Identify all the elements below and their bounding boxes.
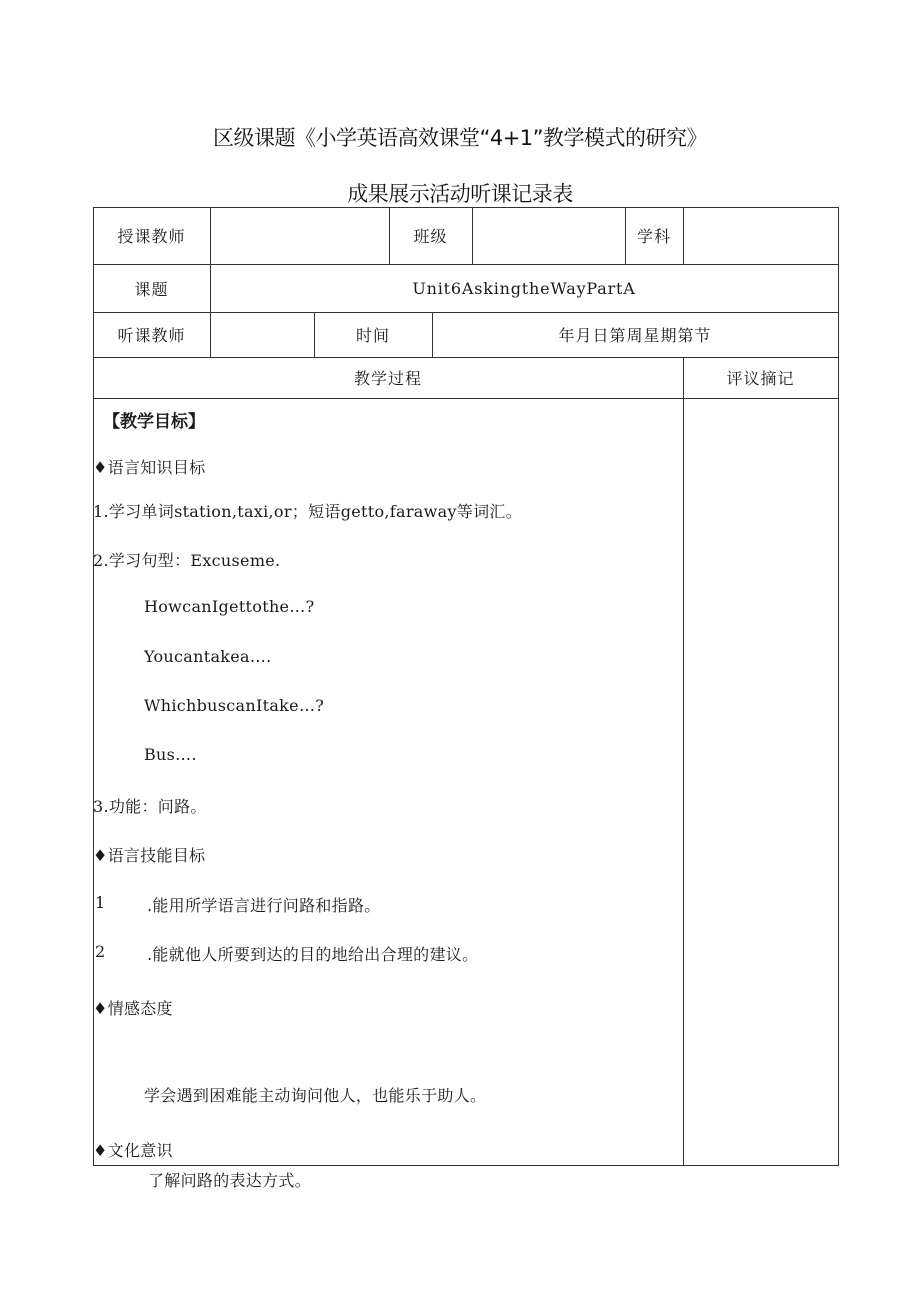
observer-value bbox=[210, 312, 314, 357]
list-number: 2 bbox=[95, 942, 106, 961]
list-number: 1 bbox=[95, 893, 106, 912]
content-line: ♦语言知识目标 bbox=[93, 458, 206, 477]
content-line: Bus…. bbox=[144, 745, 197, 764]
class-value bbox=[472, 207, 625, 264]
content-line: ♦语言技能目标 bbox=[93, 846, 206, 865]
content-line: WhichbuscanItake…? bbox=[144, 696, 325, 715]
teacher-label: 授课教师 bbox=[117, 227, 186, 246]
table-col-divider bbox=[683, 357, 684, 1165]
document-title: 区级课题《小学英语高效课堂“4+1”教学模式的研究》 bbox=[212, 126, 708, 150]
table-row-divider bbox=[93, 398, 839, 399]
section-title: 【教学目标】 bbox=[103, 412, 205, 432]
content-line: .能就他人所要到达的目的地给出合理的建议。 bbox=[147, 945, 479, 964]
time-label: 时间 bbox=[355, 326, 390, 345]
class-label: 班级 bbox=[413, 227, 448, 246]
document-subtitle: 成果展示活动听课记录表 bbox=[347, 182, 573, 206]
table-border-bottom bbox=[93, 1165, 839, 1166]
teacher-value bbox=[210, 207, 389, 264]
content-line: ♦情感态度 bbox=[93, 999, 173, 1018]
table-border-right bbox=[838, 207, 839, 1165]
comments-header: 评议摘记 bbox=[726, 369, 795, 388]
observer-label: 听课教师 bbox=[117, 326, 186, 345]
content-line: ♦文化意识 bbox=[93, 1141, 173, 1160]
content-line: Youcantakea…. bbox=[144, 647, 272, 666]
process-header: 教学过程 bbox=[353, 369, 422, 388]
content-line: 2.学习句型：Excuseme. bbox=[93, 551, 281, 570]
topic-value: Unit6AskingtheWayPartA bbox=[412, 278, 636, 298]
content-line: 3.功能：问路。 bbox=[93, 797, 207, 816]
content-line: 了解问路的表达方式。 bbox=[148, 1171, 312, 1190]
time-value: 年月日第周星期第节 bbox=[558, 326, 712, 345]
content-line: 学会遇到困难能主动询问他人，也能乐于助人。 bbox=[144, 1086, 487, 1105]
topic-label: 课题 bbox=[134, 279, 169, 299]
subject-label: 学科 bbox=[636, 227, 671, 246]
subject-value bbox=[683, 207, 838, 264]
content-line: 1.学习单词station,taxi,or；短语getto,faraway等词汇。 bbox=[93, 502, 523, 521]
content-line: HowcanIgettothe…? bbox=[144, 597, 315, 616]
content-line: .能用所学语言进行问路和指路。 bbox=[147, 896, 381, 915]
